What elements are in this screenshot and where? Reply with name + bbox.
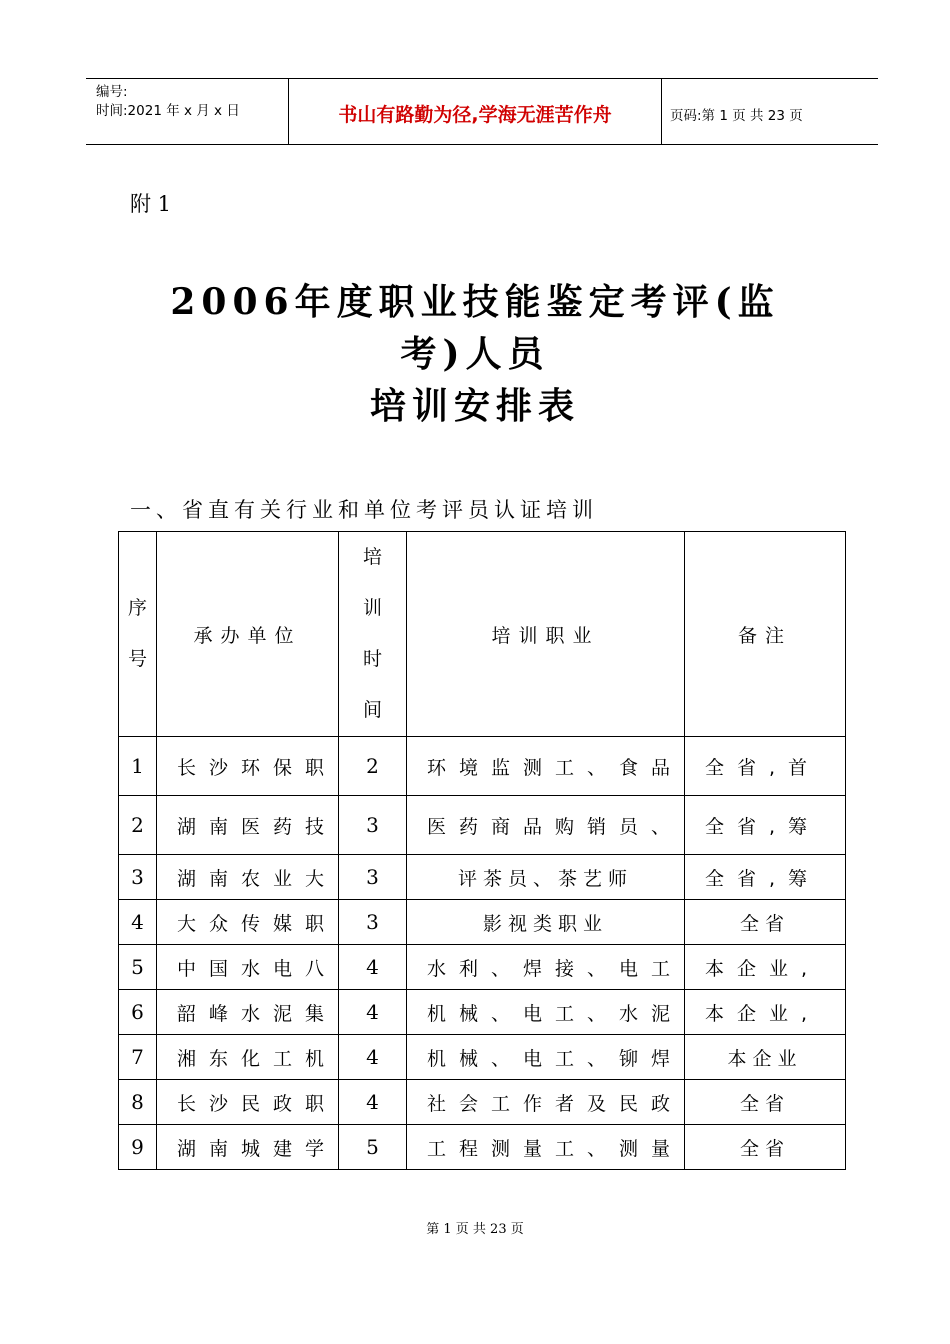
row-unit: 湘东化工机: [157, 1035, 339, 1080]
row-occupation: 评茶员、茶艺师: [407, 855, 685, 900]
row-unit: 湖南城建学: [157, 1125, 339, 1170]
header-time: [339, 532, 407, 737]
table-row: [119, 1080, 846, 1125]
row-time: 4: [339, 945, 407, 990]
header-top-rule: [86, 78, 878, 79]
row-time: 4: [339, 1035, 407, 1080]
row-time: 3: [339, 796, 407, 855]
row-remark: 全省,首: [685, 737, 846, 796]
attachment-label: 附 1: [130, 192, 172, 216]
header-seq-char1: 序: [127, 597, 147, 619]
header-remark: 备注: [685, 532, 846, 737]
row-unit: 韶峰水泥集: [157, 990, 339, 1035]
row-time: 4: [339, 990, 407, 1035]
row-time: 3: [339, 855, 407, 900]
row-remark: 本企业: [685, 1035, 846, 1080]
row-seq: 9: [119, 1125, 157, 1170]
table-row: [119, 1035, 846, 1080]
row-remark: 全省,筹: [685, 796, 846, 855]
row-seq: 1: [119, 737, 157, 796]
table-row: [119, 945, 846, 990]
row-occupation: 医药商品购销员、: [407, 796, 685, 855]
doc-title-line3: 培训安排表: [369, 385, 580, 427]
row-seq: 2: [119, 796, 157, 855]
row-remark: 全省: [685, 900, 846, 945]
row-unit: 中国水电八: [157, 945, 339, 990]
row-remark: 全省: [685, 1125, 846, 1170]
header-page-info: 页码:第 1 页 共 23 页: [670, 108, 803, 124]
row-seq: 5: [119, 945, 157, 990]
header-seq: [119, 532, 157, 737]
row-remark: 全省,筹: [685, 855, 846, 900]
row-occupation: 水利、焊接、电工: [407, 945, 685, 990]
row-time: 2: [339, 737, 407, 796]
table-row: [119, 1125, 846, 1170]
row-unit: 湖南农业大: [157, 855, 339, 900]
row-occupation: 影视类职业: [407, 900, 685, 945]
row-seq: 7: [119, 1035, 157, 1080]
header-time-label: 时间:2021 年 x 月 x 日: [96, 103, 240, 119]
table-row: [119, 796, 846, 855]
section-title: 一、省直有关行业和单位考评员认证培训: [130, 498, 598, 522]
doc-title-line1: 2006年度职业技能鉴定考评(监: [170, 281, 780, 323]
header-unit: 承办单位: [157, 532, 339, 737]
header-time-char4: 间: [362, 699, 382, 721]
row-unit: 长沙环保职: [157, 737, 339, 796]
header-time-char2: 训: [362, 597, 382, 619]
row-remark: 本企业,: [685, 990, 846, 1035]
training-schedule-table: [118, 531, 846, 1170]
row-seq: 3: [119, 855, 157, 900]
header-time-char1: 培: [362, 546, 382, 568]
row-unit: 大众传媒职: [157, 900, 339, 945]
table-row: [119, 737, 846, 796]
row-time: 4: [339, 1080, 407, 1125]
row-occupation: 工程测量工、测量: [407, 1125, 685, 1170]
row-time: 3: [339, 900, 407, 945]
header-motto: 书山有路勤为径,学海无涯苦作舟: [338, 104, 612, 126]
table-row: [119, 900, 846, 945]
row-occupation: 机械、电工、水泥: [407, 990, 685, 1035]
row-seq: 6: [119, 990, 157, 1035]
header-bottom-rule: [86, 144, 878, 145]
row-time: 5: [339, 1125, 407, 1170]
header-number-label: 编号:: [96, 84, 128, 100]
row-occupation: 社会工作者及民政: [407, 1080, 685, 1125]
page-footer: 第 1 页 共 23 页: [426, 1222, 524, 1237]
row-unit: 湖南医药技: [157, 796, 339, 855]
row-remark: 全省: [685, 1080, 846, 1125]
header-divider-right: [661, 78, 662, 144]
header-seq-char2: 号: [127, 648, 147, 670]
table-row: [119, 855, 846, 900]
row-occupation: 环境监测工、食品: [407, 737, 685, 796]
doc-title-line2: 考)人员: [400, 333, 550, 375]
row-occupation: 机械、电工、铆焊: [407, 1035, 685, 1080]
row-unit: 长沙民政职: [157, 1080, 339, 1125]
header-time-char3: 时: [362, 648, 382, 670]
table-row: [119, 990, 846, 1035]
table-header-row: [119, 532, 846, 737]
header-occupation: 培训职业: [407, 532, 685, 737]
row-seq: 8: [119, 1080, 157, 1125]
row-seq: 4: [119, 900, 157, 945]
row-remark: 本企业,: [685, 945, 846, 990]
